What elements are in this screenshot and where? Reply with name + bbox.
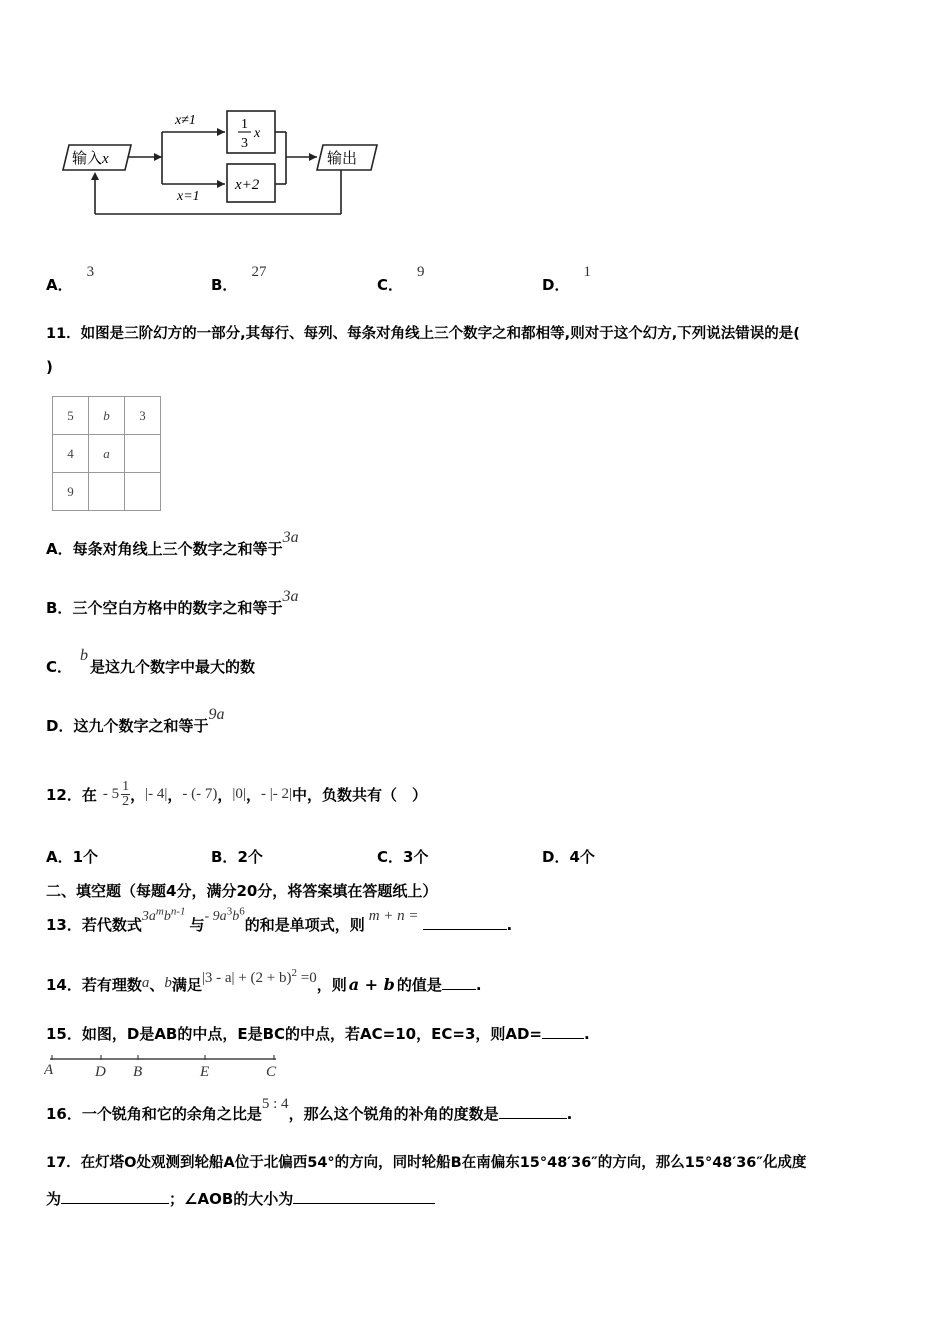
point-label-b: B (133, 1064, 143, 1080)
grid-cell (125, 473, 161, 511)
q11-option-b: B．三个空白方格中的数字之和等于3a (46, 588, 299, 617)
q12-option-b: B．2个 (211, 848, 263, 866)
grid-cell: a (89, 435, 125, 473)
flowchart (55, 100, 395, 225)
q10-option-c: C．9 (377, 264, 425, 294)
point-label-c: C (266, 1064, 277, 1080)
grid-cell (125, 435, 161, 473)
q11-stem-end: ) (46, 358, 53, 376)
q17-answer-blank-2[interactable] (293, 1189, 435, 1204)
q12-number-5: - |- 2| (260, 785, 292, 802)
flow-output-label: 输出 (327, 149, 358, 167)
q16: 16．一个锐角和它的余角之比是5 : 4，那么这个锐角的补角的度数是 . (46, 1096, 573, 1123)
q15: 15．如图，D是AB的中点，E是BC的中点，若AC=10，EC=3，则AD= . (46, 1025, 590, 1043)
q17-line1: 17．在灯塔O处观测到轮船A位于北偏西54°的方向，同时轮船B在南偏东15°48′36″的方向，那么15°48′36″化成度 (46, 1155, 807, 1171)
q12-number-3: - (- 7) (182, 785, 218, 802)
grid-cell: 5 (53, 397, 89, 435)
q12-stem: 12．在 - 5 $\frac{1}{2}$ ， |- 4| ， - (- 7) ， |0| ， - |- 2| 中，负数共有（ ） (46, 778, 427, 809)
flow-input-label: 输入x (72, 149, 109, 167)
q11-option-a: A．每条对角线上三个数字之和等于3a (46, 529, 299, 558)
grid-cell: 3 (125, 397, 161, 435)
grid-cell: b (89, 397, 125, 435)
q13-answer-blank[interactable] (423, 915, 507, 930)
q11-option-c: C．b是这九个数字中最大的数 (46, 647, 256, 676)
q17-line2: 为 ；∠AOB的大小为 (46, 1188, 435, 1209)
flow-cond-bottom: x=1 (177, 189, 200, 204)
q10-option-b: B．27 (211, 264, 267, 294)
q10-option-d: D．1 (542, 264, 591, 294)
q12-option-a: A．1个 (46, 848, 99, 866)
flow-cond-top: x≠1 (175, 113, 196, 128)
flow-box-top-var: x (254, 126, 261, 141)
q12-number-4: |0| (232, 785, 246, 802)
q16-answer-blank[interactable] (499, 1104, 567, 1119)
q11-stem: 11．如图是三阶幻方的一部分,其每行、每列、每条对角线上三个数字之和都相等,则对于这个幻方,下列说法错误的是( (46, 326, 800, 342)
q14: 14．若有理数a、b满足$|3 - a| + (2 + b)^2 =0$，则 a + b 的值是 . (46, 967, 482, 994)
q17-answer-blank-1[interactable] (61, 1189, 169, 1204)
point-label-e: E (200, 1064, 210, 1080)
grid-cell: 4 (53, 435, 89, 473)
q10-option-a: A．3 (46, 264, 95, 294)
q12-number-2: |- 4| (145, 785, 168, 802)
grid-cell (89, 473, 125, 511)
q14-answer-blank[interactable] (442, 975, 476, 990)
q15-line-diagram (44, 1054, 284, 1080)
point-label-d: D (95, 1064, 106, 1080)
flow-box-top-num: 1 (241, 117, 248, 132)
section-heading: 二、填空题（每题4分，满分20分，将答案填在答题纸上） (46, 882, 438, 900)
q12-option-c: C．3个 (377, 848, 429, 866)
flow-box-top-den: 3 (241, 136, 248, 151)
flow-box-bottom: x+2 (235, 177, 260, 193)
q12-option-d: D．4个 (542, 848, 595, 866)
grid-cell: 9 (53, 473, 89, 511)
q15-answer-blank[interactable] (542, 1024, 584, 1039)
q11-option-d: D．这九个数字之和等于9a (46, 706, 225, 735)
point-label-a: A (44, 1062, 54, 1078)
q12-number-1: - 5 (102, 785, 120, 802)
q13: 13．若代数式$3a^mb^{n-1}$与- $9a^3b^6$的和是单项式，则 m + n = . (46, 905, 513, 934)
magic-square-grid (52, 396, 161, 511)
q12-fraction: $\frac{1}{2}$ (122, 778, 130, 809)
